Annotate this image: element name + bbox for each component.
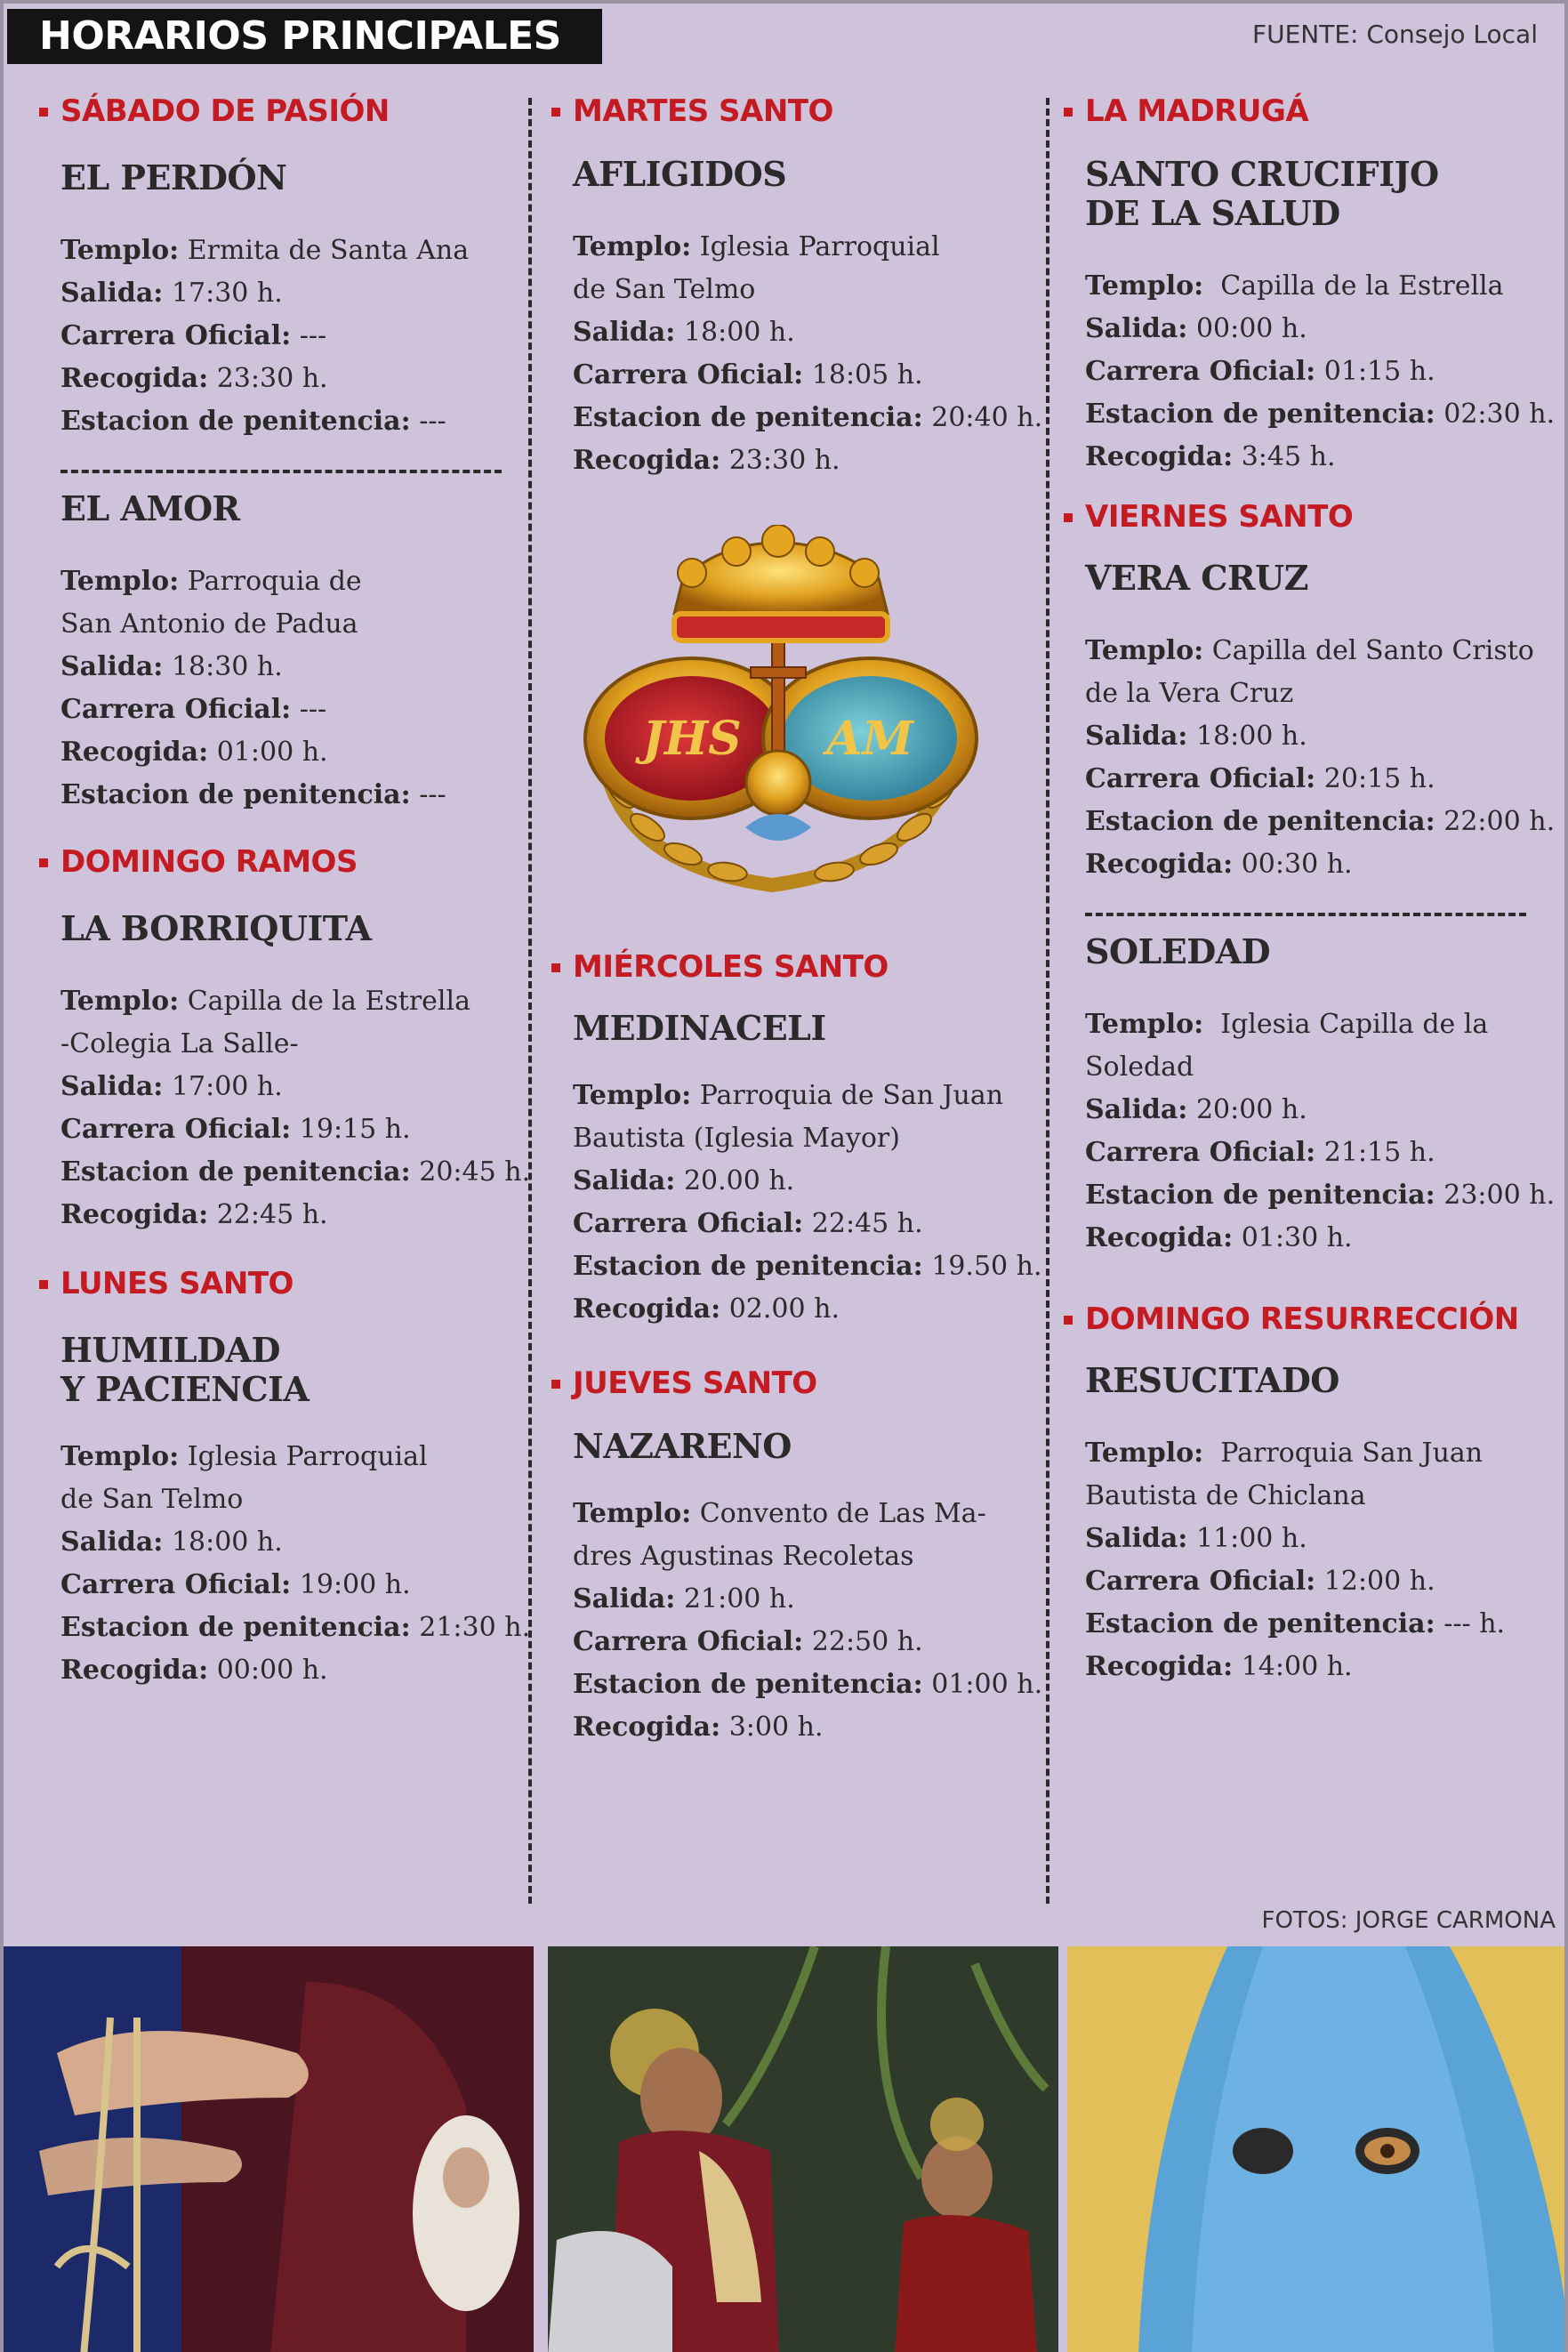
label-recogida: Recogida: (60, 1199, 209, 1230)
label-salida: Salida: (1085, 721, 1188, 752)
recogida-value: 23:30 h. (728, 445, 840, 476)
carrera-value: 22:50 h. (811, 1626, 923, 1657)
estacion-value: --- (419, 406, 446, 437)
label-recogida: Recogida: (573, 1712, 721, 1743)
salida-value: 18:00 h. (1195, 721, 1307, 752)
procession-name: MEDINACELI (573, 1008, 826, 1048)
photo-hands-with-cord (4, 1946, 534, 2352)
carrera-value: 18:05 h. (811, 359, 923, 391)
procession-name-line: Y PACIENCIA (60, 1369, 310, 1409)
templo-value-cont: -Colegia La Salle- (60, 1028, 299, 1059)
label-carrera: Carrera Oficial: (1085, 763, 1316, 794)
day-heading: LA MADRUGÁ (1062, 91, 1524, 132)
templo-value: Ermita de Santa Ana (187, 235, 470, 266)
carrera-value: 19:00 h. (299, 1569, 411, 1600)
label-templo: Templo: (573, 231, 692, 262)
label-carrera: Carrera Oficial: (573, 1626, 804, 1657)
templo-value: Parroquia de (187, 566, 362, 597)
label-recogida: Recogida: (60, 363, 209, 394)
label-recogida: Recogida: (60, 737, 209, 768)
salida-value: 11:00 h. (1195, 1523, 1307, 1554)
templo-value-cont: de la Vera Cruz (1085, 678, 1294, 709)
label-salida: Salida: (1085, 1523, 1188, 1554)
estacion-value: 20:45 h. (419, 1156, 531, 1188)
recogida-value: 00:30 h. (1241, 849, 1353, 880)
procession-name: EL PERDÓN (60, 157, 287, 197)
label-estacion: Estacion de penitencia: (1085, 806, 1435, 837)
column-1 (37, 91, 531, 1692)
label-recogida: Recogida: (573, 1293, 721, 1325)
label-salida: Salida: (573, 1583, 676, 1615)
recogida-value: 00:00 h. (216, 1655, 328, 1686)
label-salida: Salida: (1085, 313, 1188, 344)
label-estacion: Estacion de penitencia: (573, 1669, 923, 1700)
label-estacion: Estacion de penitencia: (1085, 1608, 1435, 1639)
estacion-value: 01:00 h. (931, 1669, 1043, 1700)
label-templo: Templo: (60, 566, 180, 597)
salida-value: 17:30 h. (171, 278, 283, 309)
carrera-value: --- (299, 694, 327, 725)
procession-info (1062, 1003, 1556, 1260)
day-heading: MIÉRCOLES SANTO (550, 946, 1012, 987)
recogida-value: 22:45 h. (216, 1199, 328, 1230)
label-templo: Templo: (573, 1080, 692, 1111)
salida-value: 21:00 h. (683, 1583, 795, 1615)
procession-info (37, 980, 531, 1236)
templo-value-cont: Bautista de Chiclana (1085, 1480, 1366, 1511)
label-carrera: Carrera Oficial: (573, 359, 804, 391)
label-recogida: Recogida: (1085, 849, 1234, 880)
procession-name-line: HUMILDAD (60, 1330, 280, 1370)
procession-info (37, 560, 500, 817)
procession-name: AFLIGIDOS (573, 154, 787, 194)
brotherhood-crest-emblem (550, 525, 1012, 916)
carrera-value: 12:00 h. (1323, 1566, 1435, 1597)
templo-value-cont: de San Telmo (60, 1484, 244, 1515)
templo-value: Capilla de la Estrella (1220, 270, 1504, 302)
label-templo: Templo: (573, 1498, 692, 1529)
templo-value: Capilla del Santo Cristo (1211, 635, 1534, 666)
procession-info (37, 1436, 531, 1692)
templo-value: Iglesia Parroquial (699, 231, 940, 262)
recogida-value: 23:30 h. (216, 363, 328, 394)
salida-value: 18:30 h. (171, 651, 283, 682)
estacion-value: 21:30 h. (419, 1612, 531, 1643)
salida-value: 20:00 h. (1195, 1094, 1307, 1125)
procession-info (550, 1075, 1042, 1331)
recogida-value: 3:45 h. (1241, 441, 1336, 472)
day-heading: DOMINGO RAMOS (37, 842, 500, 882)
recogida-value: 01:00 h. (216, 737, 328, 768)
carrera-value: 20:15 h. (1323, 763, 1435, 794)
label-templo: Templo: (60, 235, 180, 266)
label-salida: Salida: (60, 1071, 164, 1102)
templo-value-cont: Bautista (Iglesia Mayor) (573, 1123, 900, 1154)
label-estacion: Estacion de penitencia: (573, 1251, 923, 1282)
estacion-value: --- (419, 779, 446, 810)
label-carrera: Carrera Oficial: (60, 694, 292, 725)
procession-name-line: SANTO CRUCIFIJO (1085, 154, 1439, 194)
label-estacion: Estacion de penitencia: (573, 402, 923, 433)
photo-jesus-on-donkey (548, 1946, 1058, 2352)
templo-value: Capilla de la Estrella (187, 986, 470, 1017)
label-salida: Salida: (573, 1165, 676, 1196)
procession-info (1062, 630, 1556, 886)
label-estacion: Estacion de penitencia: (1085, 1180, 1435, 1211)
estacion-value: 02:30 h. (1443, 399, 1556, 430)
recogida-value: 14:00 h. (1241, 1651, 1353, 1682)
templo-value: Parroquia de San Juan (699, 1080, 1004, 1111)
day-heading: JUEVES SANTO (550, 1363, 1012, 1404)
label-estacion: Estacion de penitencia: (1085, 399, 1435, 430)
carrera-value: --- (299, 320, 327, 351)
templo-value: Iglesia Parroquial (187, 1441, 428, 1472)
templo-value-cont: Soledad (1085, 1051, 1194, 1083)
label-estacion: Estacion de penitencia: (60, 406, 411, 437)
salida-value: 17:00 h. (171, 1071, 283, 1102)
carrera-value: 01:15 h. (1323, 356, 1435, 387)
label-estacion: Estacion de penitencia: (60, 1612, 411, 1643)
estacion-value: 23:00 h. (1443, 1180, 1556, 1211)
carrera-value: 21:15 h. (1323, 1137, 1435, 1168)
procession-name: VERA CRUZ (1085, 558, 1308, 598)
salida-value: 18:00 h. (683, 317, 795, 348)
templo-value-cont: de San Telmo (573, 274, 756, 305)
procession-name: LA BORRIQUITA (60, 908, 372, 948)
salida-value: 00:00 h. (1195, 313, 1307, 344)
carrera-value: 22:45 h. (811, 1208, 923, 1239)
recogida-value: 01:30 h. (1241, 1222, 1353, 1253)
label-salida: Salida: (60, 278, 164, 309)
label-carrera: Carrera Oficial: (60, 320, 292, 351)
day-heading: LUNES SANTO (37, 1263, 500, 1304)
label-carrera: Carrera Oficial: (1085, 1566, 1316, 1597)
procession-name: RESUCITADO (1085, 1360, 1339, 1400)
procession-info (37, 230, 500, 443)
svg-text:AM: AM (826, 712, 913, 766)
label-templo: Templo: (1085, 270, 1204, 302)
estacion-value: 22:00 h. (1443, 806, 1556, 837)
column-divider (1046, 98, 1049, 1904)
procession-info (1062, 265, 1556, 479)
procession-name-line: DE LA SALUD (1085, 193, 1340, 233)
column-2 (550, 91, 1043, 1749)
templo-value: Convento de Las Ma- (699, 1498, 986, 1529)
label-carrera: Carrera Oficial: (60, 1114, 292, 1145)
estacion-value: 19.50 h. (931, 1251, 1042, 1282)
day-heading: DOMINGO RESURRECCIÓN (1062, 1299, 1524, 1340)
label-salida: Salida: (60, 1526, 164, 1558)
svg-text:JHS: JHS (642, 712, 742, 766)
recogida-value: 3:00 h. (728, 1712, 824, 1743)
label-templo: Templo: (1085, 1438, 1204, 1469)
label-templo: Templo: (1085, 1009, 1204, 1040)
column-3 (1062, 91, 1556, 1688)
photo-blue-capirote-nazareno (1067, 1946, 1568, 2352)
procession-name: EL AMOR (60, 488, 240, 528)
label-salida: Salida: (573, 317, 676, 348)
templo-value: Parroquia San Juan (1220, 1438, 1484, 1469)
templo-value-cont: San Antonio de Padua (60, 608, 358, 640)
label-recogida: Recogida: (1085, 441, 1234, 472)
procession-info (550, 226, 1043, 482)
dashed-separator (60, 470, 502, 473)
carrera-value: 19:15 h. (299, 1114, 411, 1145)
photo-strip (4, 1946, 1568, 2352)
label-recogida: Recogida: (60, 1655, 209, 1686)
label-templo: Templo: (1085, 635, 1204, 666)
recogida-value: 02.00 h. (728, 1293, 840, 1325)
day-heading: VIERNES SANTO (1062, 496, 1524, 537)
photo-credit: FOTOS: JORGE CARMONA (1261, 1907, 1556, 1934)
estacion-value: 20:40 h. (931, 402, 1043, 433)
label-salida: Salida: (60, 651, 164, 682)
salida-value: 20.00 h. (683, 1165, 795, 1196)
procession-info (550, 1493, 1043, 1749)
label-templo: Templo: (60, 1441, 180, 1472)
procession-name (37, 1331, 500, 1409)
templo-value-cont: dres Agustinas Recoletas (573, 1541, 914, 1572)
label-estacion: Estacion de penitencia: (60, 779, 411, 810)
label-recogida: Recogida: (1085, 1651, 1234, 1682)
source-credit: FUENTE: Consejo Local (1252, 20, 1538, 49)
estacion-value: --- h. (1443, 1608, 1506, 1639)
label-carrera: Carrera Oficial: (1085, 356, 1316, 387)
label-carrera: Carrera Oficial: (1085, 1137, 1316, 1168)
label-salida: Salida: (1085, 1094, 1188, 1125)
label-carrera: Carrera Oficial: (573, 1208, 804, 1239)
label-recogida: Recogida: (1085, 1222, 1234, 1253)
procession-name (1062, 155, 1524, 233)
label-estacion: Estacion de penitencia: (60, 1156, 411, 1188)
page-title: HORARIOS PRINCIPALES (7, 9, 602, 64)
salida-value: 18:00 h. (171, 1526, 283, 1558)
day-heading: SÁBADO DE PASIÓN (37, 91, 500, 132)
templo-value: Iglesia Capilla de la (1220, 1009, 1489, 1040)
procession-name: NAZARENO (573, 1426, 792, 1466)
procession-name: SOLEDAD (1085, 931, 1271, 971)
dashed-separator (1085, 913, 1526, 916)
day-heading: MARTES SANTO (550, 91, 1012, 132)
label-carrera: Carrera Oficial: (60, 1569, 292, 1600)
label-recogida: Recogida: (573, 445, 721, 476)
procession-info (1062, 1432, 1524, 1688)
label-templo: Templo: (60, 986, 180, 1017)
